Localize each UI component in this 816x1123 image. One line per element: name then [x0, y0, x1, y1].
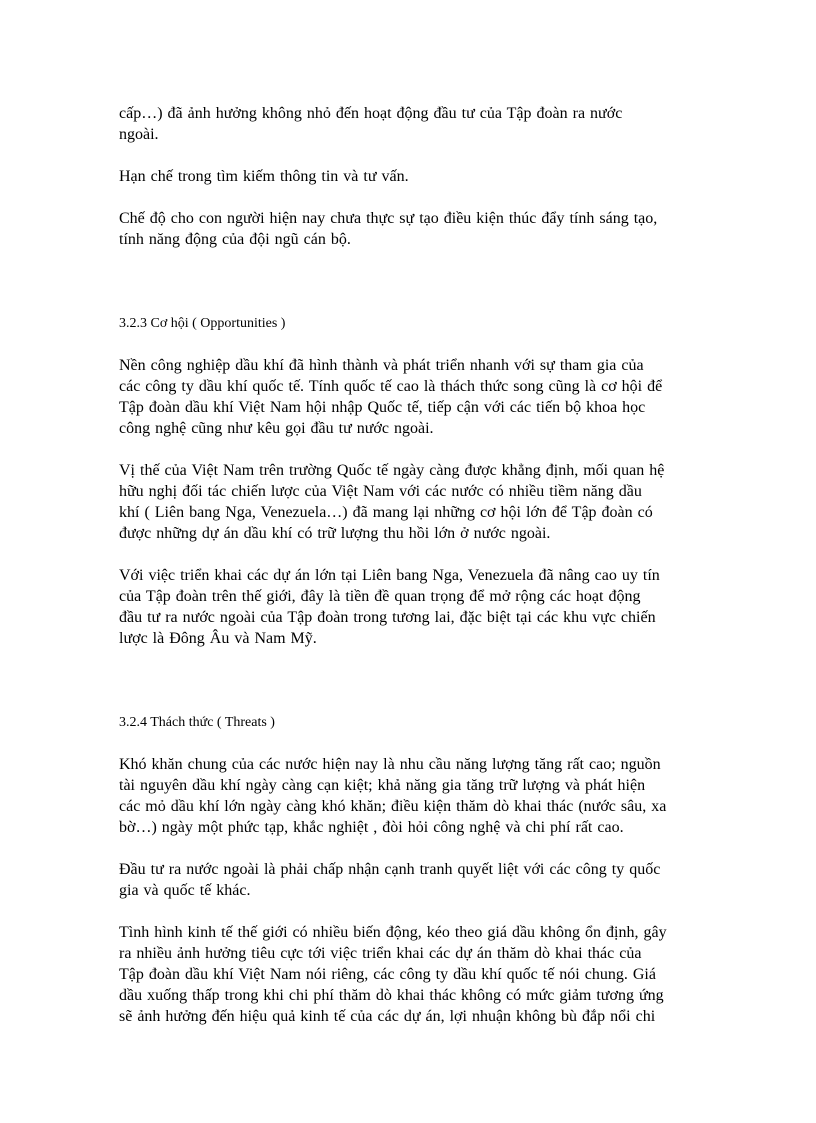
text-line: lược là Đông Âu và Nam Mỹ.	[119, 630, 317, 647]
text-line: gia và quốc tế khác.	[119, 882, 251, 899]
paragraph-investment-impact	[119, 103, 699, 145]
text-line: khí ( Liên bang Nga, Venezuela…) đã mang lại những cơ hội lớn để Tập đoàn có	[119, 504, 653, 521]
text-line: Tình hình kinh tế thế giới có nhiều biến động, kéo theo giá dầu không ổn định, gây	[119, 924, 667, 941]
paragraph-vietnam-position	[119, 460, 699, 544]
paragraph-oil-industry	[119, 355, 699, 439]
paragraph-economic-volatility	[119, 922, 699, 1027]
text-line: Tập đoàn dầu khí Việt Nam hội nhập Quốc tế, tiếp cận với các tiến bộ khoa học	[119, 399, 646, 416]
text-line: của Tập đoàn trên thế giới, đây là tiền đề quan trọng để mở rộng các hoạt động	[119, 588, 641, 605]
text-line: các công ty dầu khí quốc tế. Tính quốc tế cao là thách thức song cũng là cơ hội để	[119, 378, 663, 395]
text-line: Đầu tư ra nước ngoài là phải chấp nhận cạnh tranh quyết liệt với các công ty quốc	[119, 861, 661, 878]
text-line: tài nguyên dầu khí ngày càng cạn kiệt; khả năng gia tăng trữ lượng và phát hiện	[119, 777, 646, 794]
section-heading-threats: 3.2.4 Thách thức ( Threats )	[119, 715, 275, 730]
text-line: dầu xuống thấp trong khi chi phí thăm dò khai thác không có mức giảm tương ứng	[119, 987, 664, 1004]
section-heading-opportunities: 3.2.3 Cơ hội ( Opportunities )	[119, 316, 286, 331]
text-line: ra nhiều ảnh hưởng tiêu cực tới việc triển khai các dự án thăm dò khai thác của	[119, 945, 642, 962]
text-line: Hạn chế trong tìm kiếm thông tin và tư vấn.	[119, 168, 409, 185]
text-line: bờ…) ngày một phức tạp, khắc nghiệt , đòi hỏi công nghệ và chi phí rất cao.	[119, 819, 624, 836]
document-page	[119, 103, 699, 1048]
text-line: hữu nghị đối tác chiến lược của Việt Nam với các nước có nhiều tiềm năng dầu	[119, 483, 642, 500]
text-line: được những dự án dầu khí có trữ lượng thu hồi lớn ở nước ngoài.	[119, 525, 551, 542]
text-line: Khó khăn chung của các nước hiện nay là nhu cầu năng lượng tăng rất cao; nguồn	[119, 756, 661, 773]
text-line: Chế độ cho con người hiện nay chưa thực sự tạo điều kiện thúc đẩy tính sáng tạo,	[119, 210, 658, 227]
text-line: Với việc triển khai các dự án lớn tại Liên bang Nga, Venezuela đã nâng cao uy tín	[119, 567, 660, 584]
text-line: công nghệ cũng như kêu gọi đầu tư nước ngoài.	[119, 420, 434, 437]
paragraph-large-projects	[119, 565, 699, 649]
text-line: cấp…) đã ảnh hưởng không nhỏ đến hoạt động đầu tư của Tập đoàn ra nước	[119, 105, 623, 122]
paragraph-energy-demand	[119, 754, 699, 838]
text-line: sẽ ảnh hưởng đến hiệu quả kinh tế của các dự án, lợi nhuận không bù đắp nổi chi	[119, 1008, 656, 1025]
section-spacer	[119, 271, 699, 313]
text-line: Tập đoàn dầu khí Việt Nam nói riêng, các công ty dầu khí quốc tế nói chung. Giá	[119, 966, 656, 983]
text-line: Nền công nghiệp dầu khí đã hình thành và phát triển nhanh với sự tham gia của	[119, 357, 644, 374]
text-line: ngoài.	[119, 126, 159, 143]
text-line: tính năng động của đội ngũ cán bộ.	[119, 231, 351, 248]
paragraph-staff-policy	[119, 208, 699, 250]
paragraph-info-limits	[119, 166, 699, 187]
text-line: các mỏ dầu khí lớn ngày càng khó khăn; điều kiện thăm dò khai thác (nước sâu, xa	[119, 798, 667, 815]
text-line: đầu tư ra nước ngoài của Tập đoàn trong tương lai, đặc biệt tại các khu vực chiến	[119, 609, 656, 626]
paragraph-competition	[119, 859, 699, 901]
section-spacer	[119, 670, 699, 712]
text-line: Vị thế của Việt Nam trên trường Quốc tế ngày càng được khẳng định, mối quan hệ	[119, 462, 665, 479]
